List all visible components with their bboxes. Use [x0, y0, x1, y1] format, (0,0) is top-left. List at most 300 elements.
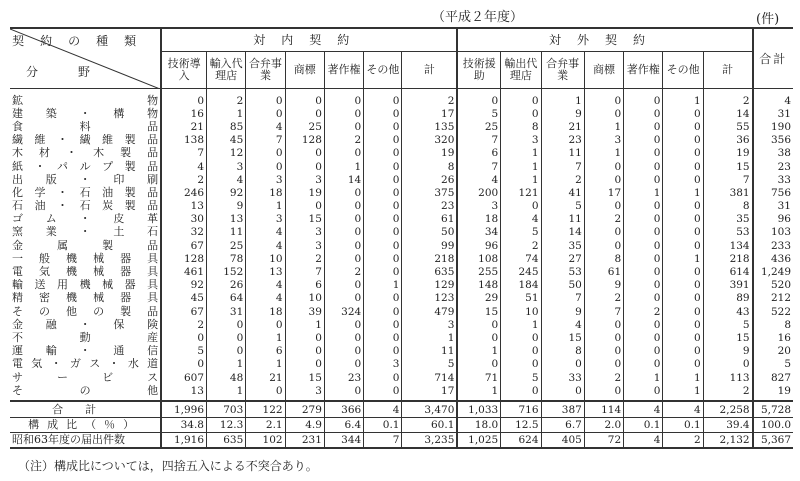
table-cell: 1 [584, 120, 623, 133]
table-cell: 2 [207, 89, 246, 108]
table-cell: 102 [246, 433, 285, 449]
table-row [10, 239, 793, 252]
row-label: その他 [12, 384, 159, 397]
table-cell: 1,996 [161, 401, 206, 418]
table-cell: 18 [246, 186, 285, 199]
row-label: 合計 [10, 401, 161, 418]
table-cell: 0 [161, 89, 206, 108]
table-cell: 607 [161, 371, 206, 384]
table-cell: 1 [501, 160, 541, 173]
table-cell: 21 [161, 120, 206, 133]
table-cell: 366 [324, 401, 363, 418]
table-row [10, 252, 793, 265]
table-cell: 2.0 [584, 418, 623, 433]
table-cell: 714 [402, 371, 457, 384]
table-cell: 2 [324, 134, 363, 147]
table-cell: 4 [207, 173, 246, 186]
table-cell: 2 [161, 318, 206, 331]
table-cell: 1,033 [457, 401, 500, 418]
table-cell: 0 [663, 305, 703, 318]
table-cell: 0 [584, 160, 623, 173]
row-label: 運輸・通信 [12, 344, 159, 358]
table-cell: 92 [161, 279, 206, 292]
table-cell: 231 [285, 433, 324, 449]
table-cell: 0 [285, 358, 324, 371]
table-cell: 0 [624, 226, 663, 239]
table-cell: 0 [663, 147, 703, 160]
table-cell: 67 [161, 305, 206, 318]
table-cell: 4 [624, 433, 663, 449]
table-cell: 2.1 [246, 418, 285, 433]
table-cell: 1 [501, 318, 541, 331]
table-cell: 18 [457, 213, 500, 226]
table-cell: 0 [364, 186, 402, 199]
table-cell: 8 [584, 252, 623, 265]
table-cell: 0 [584, 318, 623, 331]
table-cell: 0 [324, 107, 363, 120]
table-cell: 2 [624, 305, 663, 318]
table-cell: 0 [501, 358, 541, 371]
table-cell: 0 [624, 292, 663, 305]
table-cell: 50 [541, 279, 584, 292]
table-cell: 0 [624, 160, 663, 173]
table-row [10, 371, 793, 384]
table-cell: 129 [402, 279, 457, 292]
table-cell: 3 [285, 239, 324, 252]
table-cell: 7 [246, 134, 285, 147]
table-cell: 0 [501, 331, 541, 344]
table-cell: 113 [703, 371, 752, 384]
table-cell: 10 [246, 252, 285, 265]
table-cell: 0 [663, 292, 703, 305]
table-cell: 624 [501, 433, 541, 449]
table-cell: 27 [541, 252, 584, 265]
table-cell: 0 [663, 160, 703, 173]
row-label: ゴム・皮革 [12, 212, 159, 226]
table-cell: 0 [364, 331, 402, 344]
table-cell: 128 [285, 134, 324, 147]
table-cell: 0 [584, 384, 623, 401]
table-cell: 92 [207, 186, 246, 199]
table-cell: 16 [753, 331, 793, 344]
table-cell: 0 [703, 358, 752, 371]
row-label: 金融・保険 [12, 318, 159, 331]
table-cell: 0 [285, 331, 324, 344]
table-cell: 3 [246, 213, 285, 226]
table-cell: 0 [324, 279, 363, 292]
table-cell: 0 [584, 345, 623, 358]
table-cell: 0 [246, 107, 285, 120]
row-label: 不動産 [12, 331, 159, 344]
table-cell: 21 [246, 371, 285, 384]
table-cell: 479 [402, 305, 457, 318]
table-cell: 0 [364, 239, 402, 252]
table-cell: 72 [584, 433, 623, 449]
table-cell: 0 [624, 279, 663, 292]
table-cell: 134 [703, 239, 752, 252]
table-cell: 12.5 [501, 418, 541, 433]
table-cell: 50 [402, 226, 457, 239]
table-cell: 190 [753, 120, 793, 133]
table-cell: 0 [624, 134, 663, 147]
table-cell: 9 [207, 200, 246, 213]
table-body [10, 89, 793, 402]
table-cell: 827 [753, 371, 793, 384]
table-cell: 4 [541, 318, 584, 331]
table-cell: 0 [324, 120, 363, 133]
table-cell: 405 [541, 433, 584, 449]
table-cell: 8 [541, 345, 584, 358]
table-cell: 1 [207, 107, 246, 120]
table-cell: 0 [364, 292, 402, 305]
table-cell: 96 [457, 239, 500, 252]
table-cell: 1 [246, 358, 285, 371]
table-cell: 0 [246, 318, 285, 331]
table-cell: 7 [161, 147, 206, 160]
table-cell: 3 [402, 318, 457, 331]
row-label: 出版・印刷 [12, 173, 159, 186]
table-cell: 5,728 [753, 401, 793, 418]
table-cell: 0 [285, 147, 324, 160]
table-cell: 7 [541, 292, 584, 305]
row-label: 建築・構物 [12, 107, 159, 120]
table-cell: 0 [663, 345, 703, 358]
table-cell: 0 [624, 120, 663, 133]
table-cell: 344 [324, 433, 363, 449]
table-cell: 7 [584, 305, 623, 318]
table-cell: 5 [501, 226, 541, 239]
table-cell: 0 [584, 107, 623, 120]
table-cell: 756 [753, 186, 793, 199]
table-cell: 0 [324, 331, 363, 344]
table-cell: 19 [402, 147, 457, 160]
table-row [10, 160, 793, 173]
table-cell: 0 [324, 186, 363, 199]
table-cell: 6.4 [324, 418, 363, 433]
table-cell: 4 [364, 401, 402, 418]
table-cell: 12.3 [207, 418, 246, 433]
table-cell: 8 [501, 120, 541, 133]
table-cell: 0 [541, 358, 584, 371]
table-cell: 103 [753, 226, 793, 239]
table-cell: 1 [364, 279, 402, 292]
table-cell: 0 [285, 160, 324, 173]
table-cell: 3 [364, 358, 402, 371]
table-cell: 8 [703, 200, 752, 213]
table-cell: 14 [703, 107, 752, 120]
table-cell: 4 [246, 226, 285, 239]
table-cell: 64 [207, 292, 246, 305]
table-cell: 23 [753, 160, 793, 173]
table-cell: 1 [246, 331, 285, 344]
table-cell: 67 [161, 239, 206, 252]
table-cell: 0 [663, 265, 703, 278]
table-cell: 0 [663, 134, 703, 147]
column-header: 合弁事業 [246, 52, 285, 89]
table-cell: 246 [161, 186, 206, 199]
table-cell: 279 [285, 401, 324, 418]
row-label: 輸送用機械器具 [12, 278, 159, 292]
table-cell: 26 [207, 279, 246, 292]
table-cell: 11 [541, 147, 584, 160]
table-cell: 522 [753, 305, 793, 318]
row-label: 食料品 [12, 120, 159, 133]
table-row [10, 213, 793, 226]
table-cell: 0 [324, 89, 363, 108]
table-cell: 5 [753, 358, 793, 371]
table-cell: 0 [663, 226, 703, 239]
table-cell: 0 [457, 358, 500, 371]
table-cell: 1 [207, 358, 246, 371]
table-cell: 0 [663, 318, 703, 331]
table-cell: 0 [285, 200, 324, 213]
table-cell: 0 [246, 147, 285, 160]
column-header: 商標 [285, 52, 324, 89]
table-cell: 13 [161, 200, 206, 213]
table-row [10, 265, 793, 278]
table-cell: 0 [364, 371, 402, 384]
table-cell: 0 [364, 134, 402, 147]
group-foreign-header: 対外契約 [457, 28, 752, 52]
table-cell: 18 [246, 305, 285, 318]
table-row [10, 186, 793, 199]
table-cell: 1 [624, 371, 663, 384]
row-label: 電気機械器具 [12, 265, 159, 279]
table-cell: 218 [402, 252, 457, 265]
table-cell: 1 [207, 384, 246, 401]
table-cell: 0 [663, 173, 703, 186]
table-cell: 3 [501, 134, 541, 147]
table-cell: 123 [402, 292, 457, 305]
table-cell: 26 [402, 173, 457, 186]
table-cell: 0 [364, 226, 402, 239]
table-cell: 0 [624, 173, 663, 186]
table-cell: 31 [753, 107, 793, 120]
table-cell: 3,235 [402, 433, 457, 449]
table-cell: 0 [246, 160, 285, 173]
table-cell: 2 [501, 239, 541, 252]
table-cell: 135 [402, 120, 457, 133]
table-cell: 0 [161, 358, 206, 371]
table-cell: 2 [663, 433, 703, 449]
table-cell: 0 [364, 384, 402, 401]
table-cell: 21 [541, 120, 584, 133]
table-cell: 0 [624, 200, 663, 213]
table-cell: 0 [584, 200, 623, 213]
table-cell: 8 [753, 318, 793, 331]
table-cell: 0 [584, 239, 623, 252]
table-cell: 0 [501, 345, 541, 358]
table-cell: 200 [457, 186, 500, 199]
table-cell: 25 [457, 120, 500, 133]
contracts-table [10, 27, 793, 449]
table-cell: 0 [624, 213, 663, 226]
table-cell: 0 [501, 107, 541, 120]
table-cell: 7 [285, 265, 324, 278]
table-row [10, 173, 793, 186]
table-cell: 20 [753, 345, 793, 358]
table-cell: 0 [324, 147, 363, 160]
table-cell: 12 [207, 147, 246, 160]
table-cell: 2,132 [703, 433, 752, 449]
table-cell: 53 [541, 265, 584, 278]
table-row [10, 384, 793, 401]
table-cell: 0 [663, 358, 703, 371]
table-cell: 0 [624, 107, 663, 120]
table-cell: 0 [364, 252, 402, 265]
table-row [10, 318, 793, 331]
table-cell: 4 [246, 120, 285, 133]
column-header: その他 [663, 52, 703, 89]
table-cell: 1 [402, 331, 457, 344]
table-cell: 3 [285, 173, 324, 186]
table-cell: 11 [402, 345, 457, 358]
row-label: 精密機械器具 [12, 291, 159, 305]
table-cell: 0 [501, 200, 541, 213]
column-header: 計 [703, 52, 752, 89]
table-cell: 36 [703, 134, 752, 147]
table-cell: 1 [663, 384, 703, 401]
table-row [10, 331, 793, 344]
table-cell: 245 [501, 265, 541, 278]
table-cell: 99 [402, 239, 457, 252]
table-row [10, 292, 793, 305]
row-label: 木材・木製品 [12, 146, 159, 160]
table-cell: 356 [753, 134, 793, 147]
table-cell: 0 [246, 384, 285, 401]
table-cell: 45 [207, 134, 246, 147]
table-cell: 3 [207, 160, 246, 173]
table-row [10, 433, 793, 449]
table-cell: 33 [541, 371, 584, 384]
page-header [0, 6, 800, 26]
table-cell: 0 [541, 384, 584, 401]
table-cell: 381 [703, 186, 752, 199]
row-label: 石油・石炭製品 [12, 199, 159, 213]
table-cell: 19 [285, 186, 324, 199]
table-cell: 23 [324, 371, 363, 384]
table-cell: 17 [402, 107, 457, 120]
table-cell: 0 [624, 252, 663, 265]
column-header: 計 [402, 52, 457, 89]
table-cell: 0 [501, 384, 541, 401]
table-cell: 0.1 [663, 418, 703, 433]
table-cell: 635 [207, 433, 246, 449]
row-label: 構成比（％） [10, 418, 161, 433]
table-cell: 0 [663, 279, 703, 292]
table-cell: 11 [541, 213, 584, 226]
table-cell: 703 [207, 401, 246, 418]
table-cell: 41 [541, 186, 584, 199]
row-label: その他の製品 [12, 305, 159, 318]
column-header: 合弁事業 [541, 52, 584, 89]
table-cell: 2 [161, 173, 206, 186]
table-cell: 121 [501, 186, 541, 199]
table-cell: 1 [457, 345, 500, 358]
table-cell: 0 [624, 318, 663, 331]
summary-body [10, 401, 793, 448]
table-cell: 7 [364, 433, 402, 449]
table-cell: 13 [246, 265, 285, 278]
table-cell: 0 [624, 239, 663, 252]
table-cell: 148 [457, 279, 500, 292]
table-cell: 23 [541, 134, 584, 147]
table-cell: 0 [364, 89, 402, 108]
table-cell: 138 [161, 134, 206, 147]
table-cell: 0 [663, 239, 703, 252]
row-label: 一般機械器具 [12, 252, 159, 265]
table-cell: 320 [402, 134, 457, 147]
table-cell: 11 [207, 226, 246, 239]
table-cell: 324 [324, 305, 363, 318]
table-cell: 1 [457, 384, 500, 401]
table-cell: 61 [402, 213, 457, 226]
table-cell: 34 [457, 226, 500, 239]
table-row [10, 226, 793, 239]
table-cell: 4 [246, 292, 285, 305]
table-cell: 96 [753, 213, 793, 226]
table-cell: 7 [457, 134, 500, 147]
table-cell: 1 [501, 173, 541, 186]
table-cell: 25 [207, 239, 246, 252]
table-cell: 1 [324, 160, 363, 173]
table-cell: 0 [624, 265, 663, 278]
table-cell: 0 [324, 200, 363, 213]
table-cell: 108 [457, 252, 500, 265]
table-cell: 8 [402, 160, 457, 173]
table-row [10, 358, 793, 371]
table-cell: 375 [402, 186, 457, 199]
table-cell: 31 [207, 305, 246, 318]
table-cell: 53 [703, 226, 752, 239]
group-domestic-header: 対内契約 [161, 28, 457, 52]
unit-label: (件) [756, 12, 780, 27]
table-cell: 1 [663, 371, 703, 384]
table-cell: 15 [703, 160, 752, 173]
corner-top-label: 契約の種類 [12, 34, 153, 48]
table-cell: 23 [402, 200, 457, 213]
table-cell: 4 [457, 173, 500, 186]
footnote: （注）構成比については，四捨五入による不突合あり。 [18, 459, 318, 473]
table-cell: 14 [324, 173, 363, 186]
table-cell: 5 [457, 107, 500, 120]
table-cell: 0 [624, 89, 663, 108]
table-cell: 9 [541, 107, 584, 120]
table-cell: 6 [246, 345, 285, 358]
table-cell: 0 [364, 147, 402, 160]
table-cell: 15 [285, 371, 324, 384]
table-cell: 0 [207, 318, 246, 331]
table-cell: 30 [161, 213, 206, 226]
table-cell: 61 [584, 265, 623, 278]
table-cell: 3,470 [402, 401, 457, 418]
table-cell: 89 [703, 292, 752, 305]
row-label: 窯業・土石 [12, 225, 159, 239]
column-header: 技術導入 [161, 52, 206, 89]
table-cell: 4 [624, 401, 663, 418]
corner-header-cell [10, 28, 161, 89]
table-cell: 3 [457, 200, 500, 213]
table-cell: 4 [501, 213, 541, 226]
table-cell: 0 [246, 89, 285, 108]
table-cell: 100.0 [753, 418, 793, 433]
table-cell: 25 [285, 120, 324, 133]
row-label: 鉱物 [12, 93, 159, 107]
table-cell: 212 [753, 292, 793, 305]
table-cell: 3 [584, 134, 623, 147]
table-cell: 13 [207, 213, 246, 226]
table-cell: 45 [161, 292, 206, 305]
